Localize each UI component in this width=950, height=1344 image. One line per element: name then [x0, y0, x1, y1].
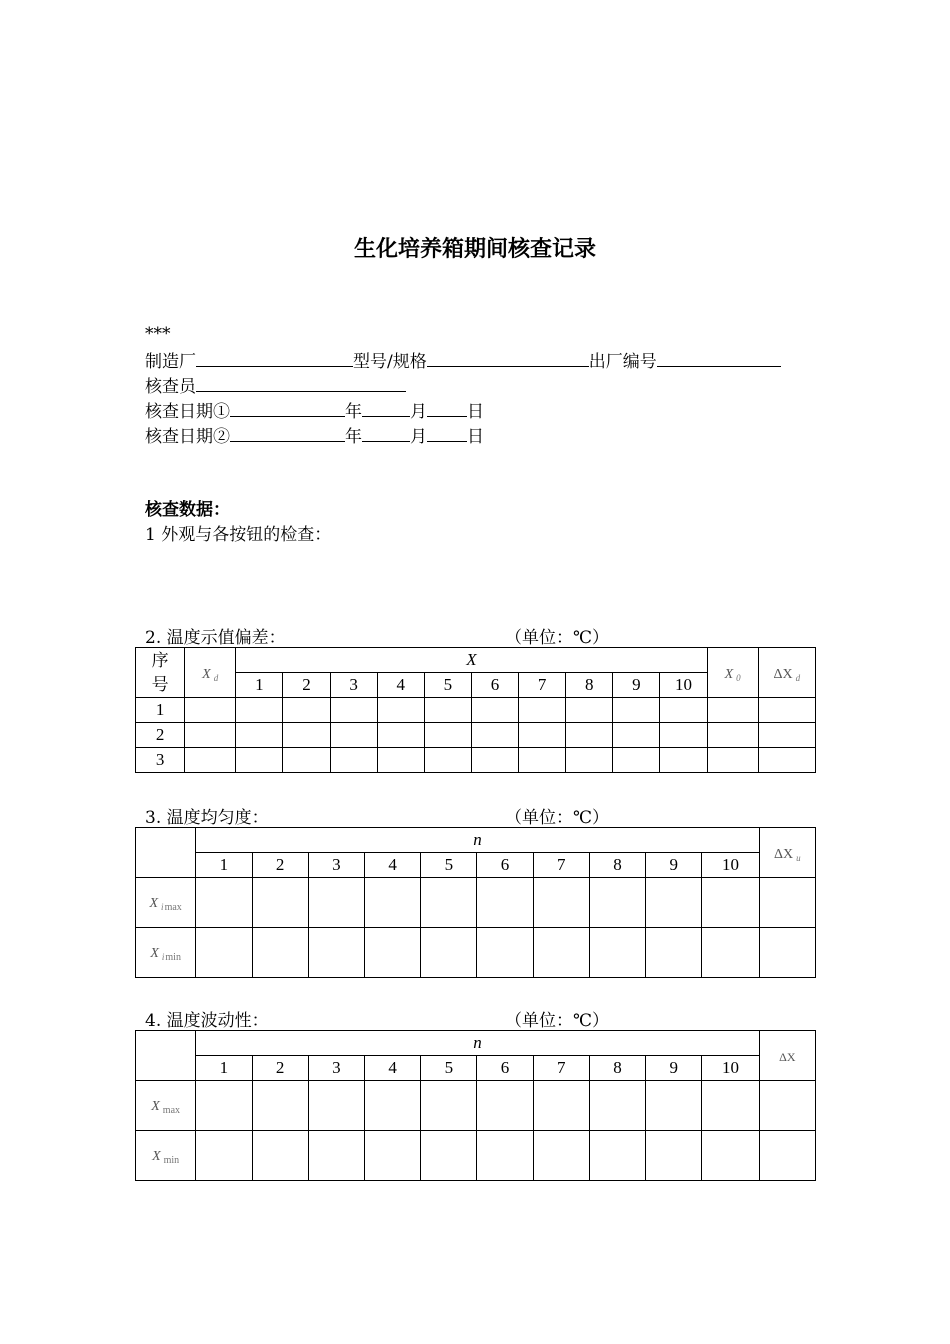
data-cell[interactable] — [330, 748, 377, 773]
section4-unit: （单位：℃） — [505, 1011, 610, 1031]
col-header: 8 — [589, 1056, 645, 1081]
model-label: 型号/规格 — [353, 352, 427, 372]
data-cell[interactable] — [477, 1081, 533, 1131]
page-title: 生化培养箱期间核查记录 — [353, 237, 596, 262]
data-cell[interactable] — [702, 928, 759, 978]
row-label-xmin: X min — [136, 1131, 196, 1181]
row-number: 3 — [136, 748, 185, 773]
data-cell[interactable] — [308, 928, 364, 978]
dx-header: ΔX — [759, 1031, 815, 1081]
data-cell[interactable] — [471, 723, 518, 748]
month-label: 月 — [410, 402, 427, 422]
data-cell[interactable] — [759, 878, 815, 928]
data-cell[interactable] — [252, 1131, 308, 1181]
data-cell[interactable] — [707, 698, 758, 723]
data-cell[interactable] — [196, 1081, 252, 1131]
data-cell[interactable] — [702, 1081, 759, 1131]
data-cell[interactable] — [707, 748, 758, 773]
serial-field[interactable] — [657, 349, 781, 367]
col-header: 8 — [566, 673, 613, 698]
date2-label: 核查日期② — [145, 427, 230, 447]
data-cell[interactable] — [589, 878, 645, 928]
date1-month-field[interactable] — [362, 399, 410, 417]
data-cell[interactable] — [519, 698, 566, 723]
col-header: 7 — [533, 1056, 589, 1081]
data-cell[interactable] — [185, 723, 236, 748]
month-label: 月 — [410, 427, 427, 447]
day-label: 日 — [467, 402, 484, 422]
data-cell[interactable] — [421, 1131, 477, 1181]
manufacturer-label: 制造厂 — [145, 352, 196, 372]
model-field[interactable] — [427, 349, 589, 367]
inspector-field[interactable] — [196, 374, 406, 392]
table-row — [136, 698, 816, 723]
data-cell[interactable] — [364, 1131, 420, 1181]
section4-title: 4. 温度波动性： — [145, 1011, 269, 1031]
col-header: 8 — [589, 853, 645, 878]
col-header: 2 — [252, 853, 308, 878]
data-cell[interactable] — [421, 928, 477, 978]
corner-cell — [136, 1031, 196, 1081]
table-row — [136, 748, 816, 773]
data-cell[interactable] — [533, 878, 589, 928]
data-cell[interactable] — [660, 748, 707, 773]
col-header: 10 — [702, 1056, 759, 1081]
data-cell[interactable] — [252, 1081, 308, 1131]
data-cell[interactable] — [613, 698, 660, 723]
data-cell[interactable] — [707, 723, 758, 748]
col-header: 4 — [377, 673, 424, 698]
section3-title: 3. 温度均匀度： — [145, 808, 269, 828]
data-cell[interactable] — [646, 928, 702, 978]
date1-year-field[interactable] — [230, 399, 345, 417]
n-header: n — [196, 828, 759, 853]
col-header: 9 — [613, 673, 660, 698]
year-label: 年 — [345, 402, 362, 422]
row-number: 2 — [136, 723, 185, 748]
data-cell[interactable] — [533, 1081, 589, 1131]
x-header: X — [236, 648, 707, 673]
data-cell[interactable] — [364, 928, 420, 978]
data-cell[interactable] — [589, 928, 645, 978]
section2-title: 2. 温度示值偏差： — [145, 628, 286, 648]
data-cell[interactable] — [519, 748, 566, 773]
data-cell[interactable] — [759, 1131, 815, 1181]
data-cell[interactable] — [613, 723, 660, 748]
data-cell[interactable] — [236, 748, 283, 773]
inspector-line — [145, 374, 406, 398]
col-header: 7 — [533, 853, 589, 878]
data-cell[interactable] — [421, 878, 477, 928]
data-cell[interactable] — [185, 698, 236, 723]
date2-line — [145, 424, 484, 448]
manufacturer-line — [145, 349, 781, 373]
col-header: 2 — [283, 673, 330, 698]
date1-label: 核查日期① — [145, 402, 230, 422]
row-label-ximax: X $_i$max — [136, 878, 196, 928]
data-cell[interactable] — [377, 723, 424, 748]
corner-cell — [136, 828, 196, 878]
data-cell[interactable] — [421, 1081, 477, 1131]
col-header: 7 — [519, 673, 566, 698]
data-cell[interactable] — [477, 1131, 533, 1181]
data-heading: 核查数据： — [145, 500, 230, 520]
data-cell[interactable] — [236, 698, 283, 723]
data-cell[interactable] — [589, 1081, 645, 1131]
data-cell[interactable] — [424, 698, 471, 723]
data-cell[interactable] — [758, 748, 815, 773]
data-cell[interactable] — [477, 928, 533, 978]
data-cell[interactable] — [758, 698, 815, 723]
data-cell[interactable] — [566, 698, 613, 723]
data-cell[interactable] — [196, 878, 252, 928]
data-cell[interactable] — [566, 723, 613, 748]
data-cell[interactable] — [364, 878, 420, 928]
data-cell[interactable] — [308, 1131, 364, 1181]
data-cell[interactable] — [308, 878, 364, 928]
date1-day-field[interactable] — [427, 399, 467, 417]
date2-day-field[interactable] — [427, 424, 467, 442]
manufacturer-field[interactable] — [196, 349, 353, 367]
data-cell[interactable] — [702, 1131, 759, 1181]
row-number: 1 — [136, 698, 185, 723]
col-header: 6 — [477, 1056, 533, 1081]
col-header: 1 — [196, 853, 252, 878]
col-header: 3 — [308, 1056, 364, 1081]
data-cell[interactable] — [308, 1081, 364, 1131]
data-cell[interactable] — [646, 1081, 702, 1131]
date1-line — [145, 399, 484, 423]
col-header: 1 — [196, 1056, 252, 1081]
data-cell[interactable] — [364, 1081, 420, 1131]
xd-header: X $_d$ — [185, 648, 236, 698]
data-cell[interactable] — [236, 723, 283, 748]
serial-label: 出厂编号 — [588, 352, 657, 372]
data-cell[interactable] — [185, 748, 236, 773]
data-cell[interactable] — [283, 698, 330, 723]
data-cell[interactable] — [759, 928, 815, 978]
data-cell[interactable] — [702, 878, 759, 928]
data-cell[interactable] — [533, 928, 589, 978]
col-header: 5 — [421, 1056, 477, 1081]
data-cell[interactable] — [377, 748, 424, 773]
col-header: 1 — [236, 673, 283, 698]
x0-header: X $_0$ — [707, 648, 758, 698]
data-cell[interactable] — [283, 723, 330, 748]
row-label-xmax: X max — [136, 1081, 196, 1131]
data-cell[interactable] — [283, 748, 330, 773]
data-cell[interactable] — [196, 1131, 252, 1181]
col-header: 3 — [308, 853, 364, 878]
day-label: 日 — [467, 427, 484, 447]
section3-unit: （单位：℃） — [505, 808, 610, 828]
col-header: 5 — [424, 673, 471, 698]
data-cell[interactable] — [424, 723, 471, 748]
data-cell[interactable] — [424, 748, 471, 773]
col-header: 10 — [702, 853, 759, 878]
col-header: 4 — [364, 1056, 420, 1081]
data-cell[interactable] — [477, 878, 533, 928]
data-cell[interactable] — [252, 928, 308, 978]
data-cell[interactable] — [589, 1131, 645, 1181]
col-header: 3 — [330, 673, 377, 698]
col-header: 10 — [660, 673, 707, 698]
row-label-ximin: X $_i$min — [136, 928, 196, 978]
col-header: 9 — [646, 853, 702, 878]
data-cell[interactable] — [471, 698, 518, 723]
col-header: 9 — [646, 1056, 702, 1081]
stars-line: *** — [145, 324, 171, 344]
data-cell[interactable] — [252, 878, 308, 928]
dxu-header: ΔX $_u$ — [759, 828, 815, 878]
uniformity-table — [135, 827, 816, 978]
data-cell[interactable] — [377, 698, 424, 723]
data-cell[interactable] — [196, 928, 252, 978]
data-cell[interactable] — [471, 748, 518, 773]
data-cell[interactable] — [566, 748, 613, 773]
fluctuation-table — [135, 1030, 816, 1181]
data-cell[interactable] — [519, 723, 566, 748]
deviation-table — [135, 647, 816, 773]
seq-header: 序号 — [136, 648, 185, 698]
col-header: 6 — [477, 853, 533, 878]
col-header: 2 — [252, 1056, 308, 1081]
data-cell[interactable] — [660, 723, 707, 748]
data-cell[interactable] — [533, 1131, 589, 1181]
data-cell[interactable] — [646, 1131, 702, 1181]
data-cell[interactable] — [330, 723, 377, 748]
inspector-label: 核查员 — [145, 377, 196, 397]
data-cell[interactable] — [613, 748, 660, 773]
data-cell[interactable] — [758, 723, 815, 748]
col-header: 4 — [364, 853, 420, 878]
n-header: n — [196, 1031, 759, 1056]
data-cell[interactable] — [330, 698, 377, 723]
col-header: 6 — [471, 673, 518, 698]
col-header: 5 — [421, 853, 477, 878]
item1-appearance: 1 外观与各按钮的检查： — [145, 525, 332, 545]
data-cell[interactable] — [759, 1081, 815, 1131]
section2-unit: （单位：℃） — [505, 628, 610, 648]
year-label: 年 — [345, 427, 362, 447]
data-cell[interactable] — [646, 878, 702, 928]
date2-month-field[interactable] — [362, 424, 410, 442]
date2-year-field[interactable] — [230, 424, 345, 442]
table-row — [136, 723, 816, 748]
dxd-header: ΔX $_d$ — [758, 648, 815, 698]
data-cell[interactable] — [660, 698, 707, 723]
